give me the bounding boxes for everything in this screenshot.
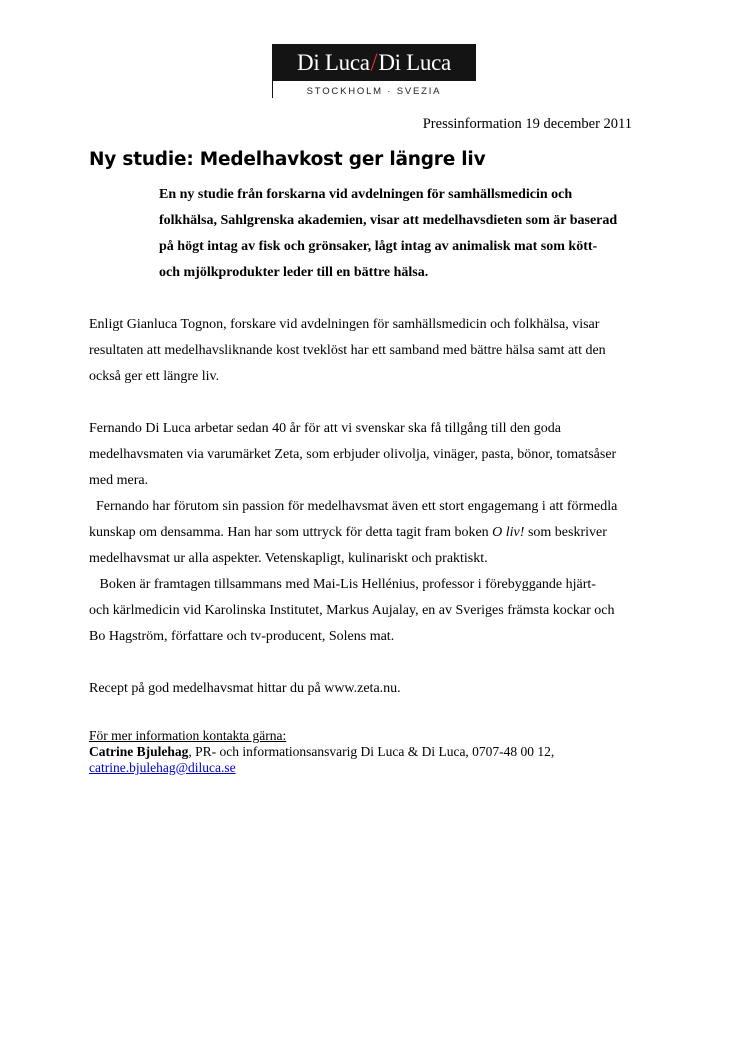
body-line: Fernando har förutom sin passion för medelhavsmat även ett stort engagemang i att förmedla <box>89 499 618 514</box>
body-text: kunskap om densamma. Han har som uttryck för detta tagit fram boken <box>89 525 493 540</box>
contact-heading: För mer information kontakta gärna: <box>89 728 287 743</box>
body-paragraph-1 <box>89 312 679 390</box>
contact-person <box>89 744 689 760</box>
book-title: O liv! <box>492 525 525 540</box>
lead-line: folkhälsa, Sahlgrenska akademien, visar att medelhavsdieten som är baserad <box>159 213 618 228</box>
body-line: Boken är framtagen tillsammans med Mai-Lis Hellénius, professor i förebyggande hjärt- <box>89 577 596 592</box>
body-line: Fernando Di Luca arbetar sedan 40 år för att vi svenskar ska få tillgång till den goda <box>89 421 561 436</box>
body-line: också ger ett längre liv. <box>89 369 220 384</box>
logo-tagline: STOCKHOLM · SVEZIA <box>306 86 442 97</box>
logo-left-text: Di Luca <box>297 50 370 75</box>
contact-details: , PR- och informationsansvarig Di Luca & Di Luca, 0707-48 00 12, <box>188 744 555 759</box>
logo-slash: / <box>370 49 378 76</box>
contact-block <box>89 728 689 776</box>
body-text: som beskriver <box>524 525 607 540</box>
lead-line: En ny studie från forskarna vid avdelningen för samhällsmedicin och <box>159 187 573 202</box>
press-date: Pressinformation 19 december 2011 <box>422 116 632 132</box>
contact-email-link[interactable]: catrine.bjulehag@diluca.se <box>89 760 236 775</box>
body-paragraph-group <box>89 416 679 650</box>
lead-paragraph <box>159 182 644 286</box>
recipe-paragraph <box>89 676 679 702</box>
body-line-with-book-title <box>89 520 679 546</box>
page-title: Ny studie: Medelhavkost ger längre liv <box>89 149 486 170</box>
body-line: Recept på god medelhavsmat hittar du på www.zeta.nu. <box>89 681 401 696</box>
lead-line: och mjölkprodukter leder till en bättre hälsa. <box>159 265 429 280</box>
company-logo <box>272 44 476 98</box>
logo-wordmark <box>272 44 476 81</box>
body-line: medelhavsmat ur alla aspekter. Vetenskapligt, kulinariskt och praktiskt. <box>89 551 488 566</box>
contact-name: Catrine Bjulehag <box>89 744 189 759</box>
body-line: Enligt Gianluca Tognon, forskare vid avdelningen för samhällsmedicin och folkhälsa, visar <box>89 317 600 332</box>
body-line: medelhavsmaten via varumärket Zeta, som erbjuder olivolja, vinäger, pasta, bönor, tomatsåser <box>89 447 617 462</box>
lead-line: på högt intag av fisk och grönsaker, lågt intag av animalisk mat som kött- <box>159 239 598 254</box>
body-line: och kärlmedicin vid Karolinska Institutet, Markus Aujalay, en av Sveriges främsta kockar och <box>89 603 615 618</box>
body-line: resultaten att medelhavsliknande kost tveklöst har ett samband med bättre hälsa samt att den <box>89 343 606 358</box>
logo-right-text: Di Luca <box>378 50 451 75</box>
body-line: med mera. <box>89 473 149 488</box>
body-line: Bo Hagström, författare och tv-producent, Solens mat. <box>89 629 395 644</box>
